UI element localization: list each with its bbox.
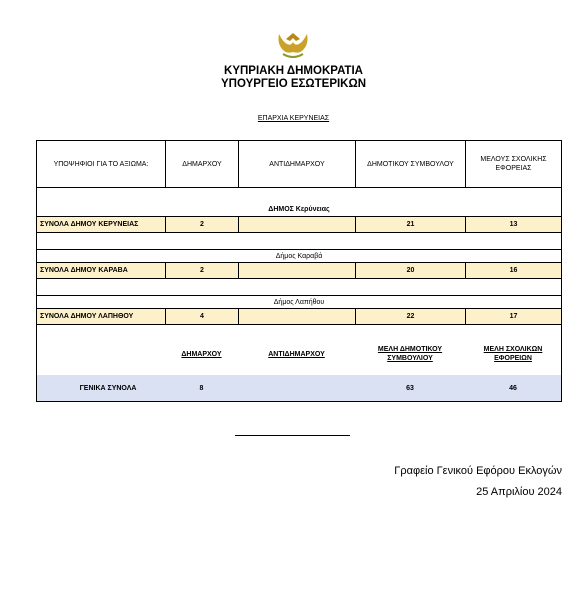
summary-header-row xyxy=(37,337,561,371)
republic-title: ΚΥΠΡΙΑΚΗ ΔΗΜΟΚΡΑΤΙΑ xyxy=(224,65,363,77)
deputy-mayor-count xyxy=(238,217,355,232)
school-board-count: 13 xyxy=(465,217,561,232)
header-school-board: ΜΕΛΟΥΣ ΣΧΟΛΙΚΗΣ ΕΦΟΡΕΙΑΣ xyxy=(465,141,561,187)
grand-total-mayor: 8 xyxy=(199,384,204,392)
total-label: ΣΥΝΟΛΑ ΔΗΜΟΥ ΚΑΡΑΒΑ xyxy=(40,267,128,274)
table-row xyxy=(37,217,561,233)
municipality-title-row xyxy=(37,295,561,309)
mayor-count: 2 xyxy=(165,263,238,278)
municipality-title-row xyxy=(37,203,561,217)
results-table xyxy=(36,140,562,402)
header-council: ΔΗΜΟΤΙΚΟΥ ΣΥΜΒΟΥΛΟΥ xyxy=(355,141,465,187)
total-label: ΣΥΝΟΛΑ ΔΗΜΟΥ ΛΑΠΗΘΟΥ xyxy=(40,313,134,320)
mayor-count: 4 xyxy=(165,309,238,324)
summary-header-council: ΜΕΛΗ ΔΗΜΟΤΙΚΟΥ ΣΥΜΒΟΥΛΙΟΥ xyxy=(377,346,443,362)
municipality-title: Δήμος Λαπήθου xyxy=(273,298,325,306)
signature-line xyxy=(235,435,350,436)
deputy-mayor-count xyxy=(238,309,355,324)
issuing-office: Γραφείο Γενικού Εφόρου Εκλογών xyxy=(394,465,562,477)
grand-total-school-board: 46 xyxy=(509,384,517,392)
header-mayor: ΔΗΜΑΡΧΟΥ xyxy=(165,141,238,187)
header-candidates: ΥΠΟΨΗΦΙΟΙ ΓΙΑ ΤΟ ΑΞΙΩΜΑ: xyxy=(53,160,149,168)
grand-total-deputy-mayor xyxy=(238,375,355,401)
ministry-title: ΥΠΟΥΡΓΕΙΟ ΕΣΩΤΕΡΙΚΩΝ xyxy=(220,78,367,90)
grand-total-label: ΓΕΝΙΚΑ ΣΥΝΟΛΑ xyxy=(79,384,137,392)
council-count: 22 xyxy=(355,309,465,324)
table-row xyxy=(37,263,561,279)
table-row xyxy=(37,309,561,325)
deputy-mayor-count xyxy=(238,263,355,278)
council-count: 20 xyxy=(355,263,465,278)
school-board-count: 16 xyxy=(465,263,561,278)
header-deputy-mayor: ΑΝΤΙΔΗΜΑΡΧΟΥ xyxy=(238,141,355,187)
grand-total-council: 63 xyxy=(406,384,414,392)
council-count: 21 xyxy=(355,217,465,232)
mayor-count: 2 xyxy=(165,217,238,232)
summary-header-mayor: ΔΗΜΑΡΧΟΥ xyxy=(181,350,222,358)
municipality-title: ΔΗΜΟΣ Κερύνειας xyxy=(268,206,330,213)
school-board-count: 17 xyxy=(465,309,561,324)
grand-total-row xyxy=(37,375,561,401)
total-label: ΣΥΝΟΛΑ ΔΗΜΟΥ ΚΕΡΥΝΕΙΑΣ xyxy=(40,221,139,228)
coat-of-arms-emblem xyxy=(273,30,313,62)
municipality-title: Δήμος Καραβά xyxy=(275,252,323,260)
table-header-row xyxy=(37,141,561,188)
document-date: 25 Απριλίου 2024 xyxy=(476,486,562,498)
summary-header-deputy-mayor: ΑΝΤΙΔΗΜΑΡΧΟΥ xyxy=(268,350,325,358)
municipality-title-row xyxy=(37,249,561,263)
district-title: ΕΠΑΡΧΙΑ ΚΕΡΥΝΕΙΑΣ xyxy=(257,115,330,122)
summary-header-school-board: ΜΕΛΗ ΣΧΟΛΙΚΩΝ ΕΦΟΡΕΙΩΝ xyxy=(483,346,543,362)
